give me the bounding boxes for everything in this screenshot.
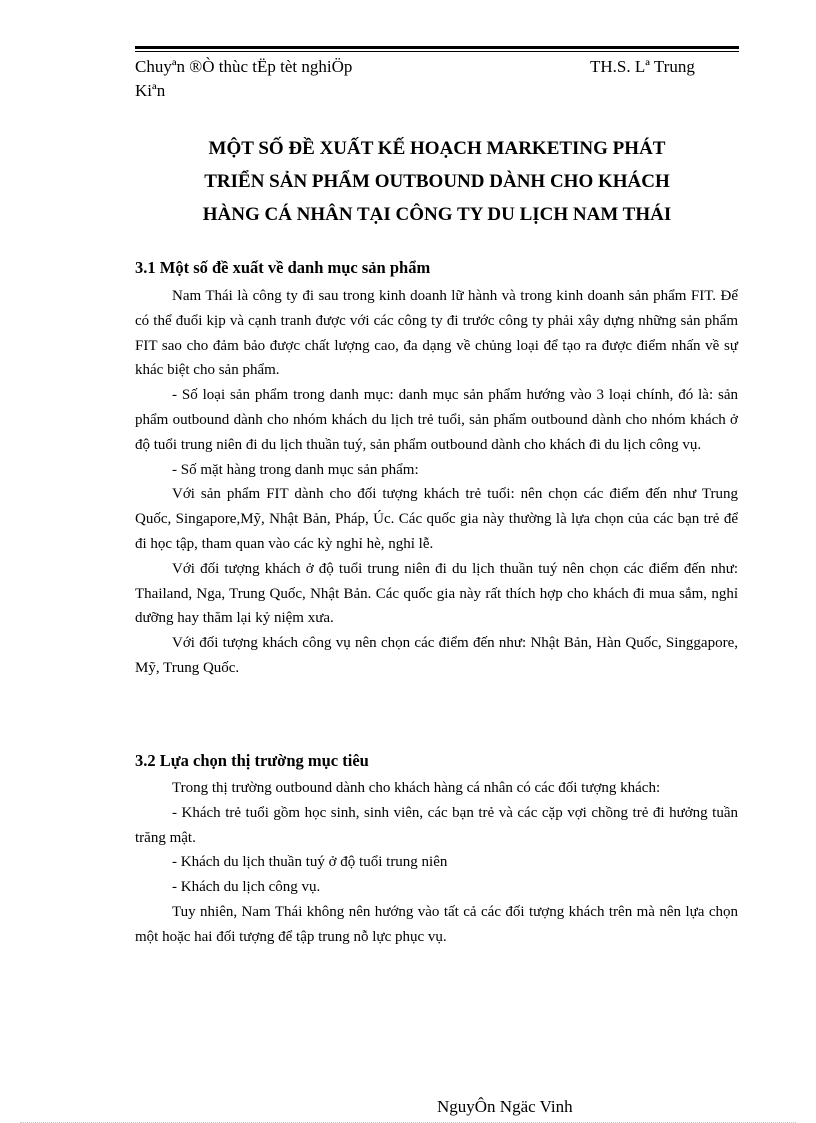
section-2-heading: 3.2 Lựa chọn thị trường mục tiêu [135,751,369,770]
paragraph: Nam Thái là công ty đi sau trong kinh doanh lữ hành và trong kinh doanh sản phẩm FIT. Để có thể đuổi kịp và cạnh tranh được với các công ty đi trước công ty phải xây dựng những sản phẩm FIT sao cho đảm bảo được chất lượng cao, đa dạng về chủng loại để tạo ra được điểm nhấn về sự khác biệt cho sản phẩm. [135,288,738,379]
paragraph: Tuy nhiên, Nam Thái không nên hướng vào tất cả các đối tượng khách trên mà nên lựa chọn một hoặc hai đối tượng để tập trung nỗ lực phục vụ. [135,903,738,945]
section-1-heading: 3.1 Một số đề xuất về danh mục sản phẩm [135,258,431,277]
section-1-body [135,284,738,681]
paragraph: - Khách du lịch thuần tuý ở độ tuổi trung niên [172,854,448,871]
header-right: TH.S. Lª Trung [590,57,695,76]
paragraph: Với đối tượng khách ở độ tuổi trung niên đi du lịch thuần tuý nên chọn các điểm đến như: Thailand, Nga, Trung Quốc, Nhật Bản. Các quốc gia này rất thích hợp cho khách đi mua sắm, nghỉ dưỡng hay thăm lại kỷ niệm xưa. [135,560,738,627]
paragraph: - Số mặt hàng trong danh mục sản phẩm: [172,461,419,478]
title-line-1: MỘT SỐ ĐỀ XUẤT KẾ HOẠCH MARKETING PHÁT [208,138,666,159]
header-rule-thick [135,46,739,49]
paragraph: - Khách trẻ tuổi gồm học sinh, sinh viên, các bạn trẻ và các cặp vợi chồng trẻ đi hưởng tuần trăng mật. [135,804,738,846]
paragraph: Trong thị trường outbound dành cho khách hàng cá nhân có các đối tượng khách: [172,780,661,796]
section-2-body [135,776,738,950]
document-title [135,132,739,231]
paragraph: - Số loại sản phẩm trong danh mục: danh mục sản phẩm hướng vào 3 loại chính, đó là: sản phẩm outbound dành cho nhóm khách du lịch trẻ tuổi, sản phẩm outbound dành cho nhóm khách ở độ tuổi trung niên đi du lịch thuần tuý, sản phẩm outbound dành cho khách đi du lịch công vụ. [135,387,738,453]
header-left-line1: Chuyªn ®Ò thùc tËp tèt nghiÖp [135,57,353,76]
paragraph: Với đối tượng khách công vụ nên chọn các điểm đến như: Nhật Bản, Hàn Quốc, Singgapore, Mỹ, Trung Quốc. [135,635,738,676]
title-line-3: HÀNG CÁ NHÂN TẠI CÔNG TY DU LỊCH NAM THÁI [202,204,672,225]
title-line-2: TRIỂN SẢN PHẨM OUTBOUND DÀNH CHO KHÁCH [204,171,670,192]
paragraph: Với sản phẩm FIT dành cho đối tượng khách trẻ tuổi: nên chọn các điểm đến như Trung Quốc, Singapore,Mỹ, Nhật Bản, Pháp, Úc. Các quốc gia này thường là lựa chọn của các bạn trẻ để đi học tập, tham quan vào các kỳ nghỉ hè, nghỉ lễ. [135,486,738,552]
paragraph: - Khách du lịch công vụ. [172,879,321,896]
header-left-line2: Kiªn [135,81,166,100]
header-rule-thin [135,51,739,52]
footer-author: NguyÔn Ngäc Vinh [437,1097,573,1116]
